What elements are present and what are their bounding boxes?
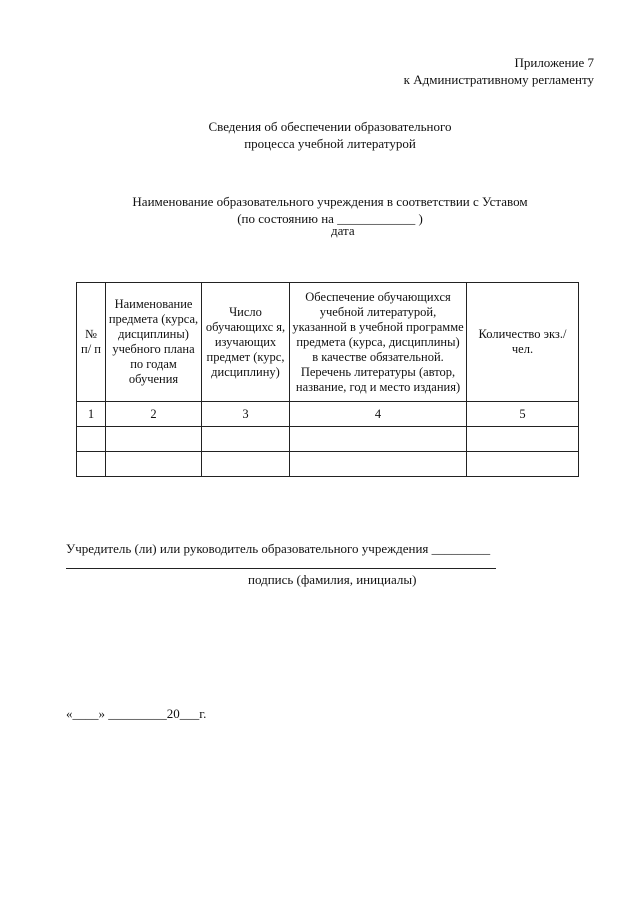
table-cell — [77, 452, 106, 477]
table-cell — [290, 452, 467, 477]
table-cell — [77, 427, 106, 452]
header-cell-literature: Обеспечение обучающихся учебной литературой, указанной в учебной программе предмета (курса, дисциплины) в качестве обязательной. Перечень литературы (автор, название, год и место издания) — [290, 283, 467, 402]
table-row — [77, 427, 579, 452]
date-footer: «____» _________20___г. — [66, 706, 207, 721]
appendix-block — [294, 54, 594, 88]
column-number: 2 — [106, 402, 202, 427]
table-header-row — [77, 283, 579, 402]
column-number: 5 — [467, 402, 579, 427]
column-number: 1 — [77, 402, 106, 427]
founder-line: Учредитель (ли) или руководитель образовательного учреждения _________ — [66, 541, 491, 556]
signature-line — [66, 568, 496, 569]
table-cell — [290, 427, 467, 452]
institution-block — [0, 193, 640, 227]
literature-table — [76, 282, 579, 477]
appendix-subtitle: к Административному регламенту — [403, 72, 594, 87]
title-line-2: процесса учебной литературой — [244, 136, 416, 151]
as-of-date-line: (по состоянию на ____________ ) — [237, 211, 423, 226]
table-cell — [202, 452, 290, 477]
header-cell-subject: Наименование предмета (курса, дисциплины) учебного плана по годам обучения — [106, 283, 202, 402]
column-number: 4 — [290, 402, 467, 427]
table-cell — [106, 452, 202, 477]
table-row — [77, 452, 579, 477]
table-number-row — [77, 402, 579, 427]
table-cell — [202, 427, 290, 452]
appendix-title: Приложение 7 — [514, 55, 594, 70]
header-cell-students: Число обучающихс я, изучающих предмет (курс, дисциплину) — [202, 283, 290, 402]
table-cell — [467, 452, 579, 477]
date-caption: дата — [331, 223, 355, 238]
header-cell-number: № п/ п — [77, 283, 106, 402]
title-line-1: Сведения об обеспечении образовательного — [208, 119, 452, 134]
column-number: 3 — [202, 402, 290, 427]
document-title — [0, 118, 640, 152]
table-cell — [106, 427, 202, 452]
institution-name-line: Наименование образовательного учреждения в соответствии с Уставом — [132, 194, 528, 209]
header-cell-quantity: Количество экз./чел. — [467, 283, 579, 402]
table-cell — [467, 427, 579, 452]
signature-caption: подпись (фамилия, инициалы) — [248, 572, 417, 587]
